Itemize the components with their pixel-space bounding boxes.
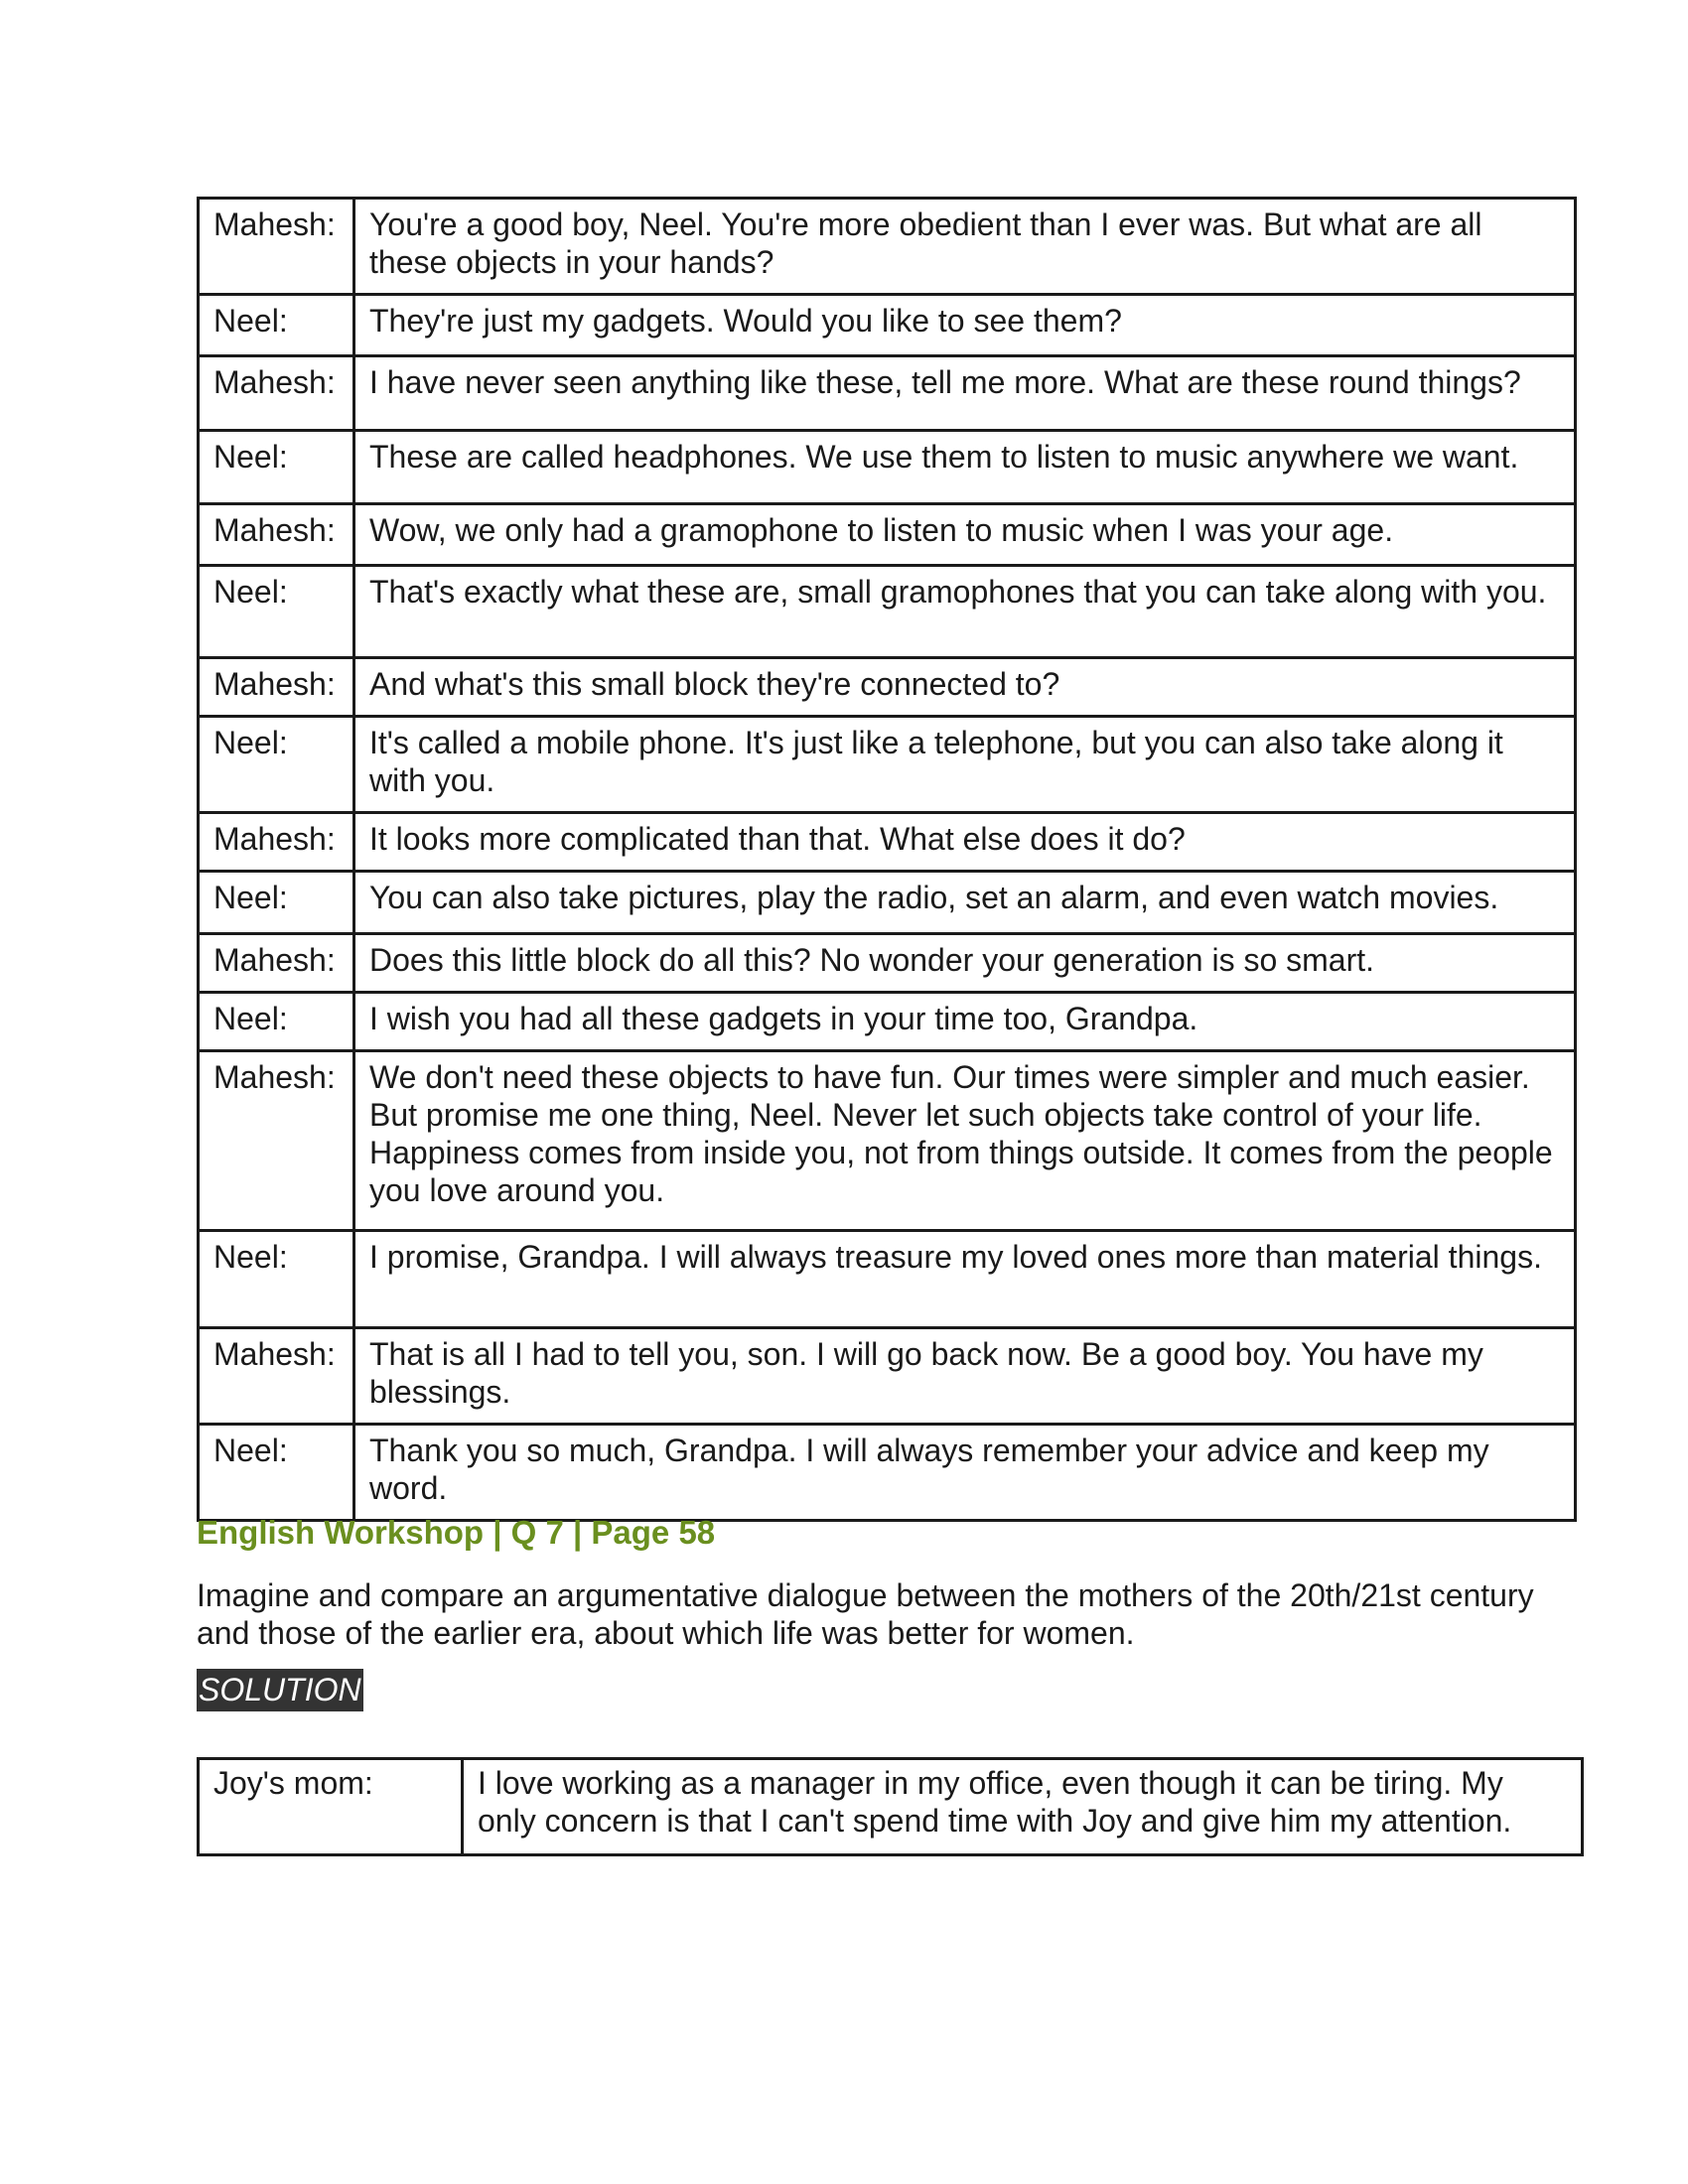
table-row xyxy=(199,872,1576,934)
table-row xyxy=(199,717,1576,813)
dialogue-table xyxy=(197,197,1577,1522)
speaker-cell: Mahesh: xyxy=(199,199,354,295)
line-cell: Thank you so much, Grandpa. I will always remember your advice and keep my word. xyxy=(354,1425,1576,1521)
line-cell: That's exactly what these are, small gramophones that you can take along with you. xyxy=(354,566,1576,658)
line-cell: We don't need these objects to have fun. Our times were simpler and much easier. But promise me one thing, Neel. Never let such objects take control of your life. Happiness comes from inside you, not from things outside. It comes from the people you love around you. xyxy=(354,1051,1576,1231)
line-cell: Does this little block do all this? No wonder your generation is so smart. xyxy=(354,934,1576,993)
line-cell: That is all I had to tell you, son. I will go back now. Be a good boy. You have my blessings. xyxy=(354,1328,1576,1425)
speaker-cell: Mahesh: xyxy=(199,658,354,717)
table-row xyxy=(199,1425,1576,1521)
table-row xyxy=(199,934,1576,993)
line-cell: They're just my gadgets. Would you like to see them? xyxy=(354,295,1576,356)
question-text: Imagine and compare an argumentative dialogue between the mothers of the 20th/21st century and those of the earlier era, about which life was better for women. xyxy=(197,1577,1534,1651)
table-row xyxy=(199,1231,1576,1328)
table-row xyxy=(199,993,1576,1051)
speaker-cell: Neel: xyxy=(199,993,354,1051)
line-cell: You're a good boy, Neel. You're more obedient than I ever was. But what are all these objects in your hands? xyxy=(354,199,1576,295)
speaker-cell: Joy's mom: xyxy=(199,1759,463,1855)
speaker-cell: Neel: xyxy=(199,717,354,813)
speaker-cell: Neel: xyxy=(199,566,354,658)
speaker-cell: Neel: xyxy=(199,431,354,504)
speaker-cell: Mahesh: xyxy=(199,504,354,566)
speaker-cell: Mahesh: xyxy=(199,356,354,431)
speaker-cell: Mahesh: xyxy=(199,813,354,872)
speaker-cell: Mahesh: xyxy=(199,1328,354,1425)
line-cell: And what's this small block they're connected to? xyxy=(354,658,1576,717)
section-heading: English Workshop | Q 7 | Page 58 xyxy=(197,1514,716,1551)
table-row xyxy=(199,1759,1583,1855)
speaker-cell: Mahesh: xyxy=(199,1051,354,1231)
table-row xyxy=(199,356,1576,431)
speaker-cell: Neel: xyxy=(199,872,354,934)
table-row xyxy=(199,1051,1576,1231)
speaker-cell: Neel: xyxy=(199,1231,354,1328)
line-cell: I promise, Grandpa. I will always treasure my loved ones more than material things. xyxy=(354,1231,1576,1328)
solution-label: SOLUTION xyxy=(197,1669,363,1711)
table-row xyxy=(199,199,1576,295)
speaker-cell: Neel: xyxy=(199,295,354,356)
table-row xyxy=(199,658,1576,717)
line-cell: It's called a mobile phone. It's just like a telephone, but you can also take along it with you. xyxy=(354,717,1576,813)
table-row xyxy=(199,295,1576,356)
line-cell: These are called headphones. We use them to listen to music anywhere we want. xyxy=(354,431,1576,504)
table-row xyxy=(199,566,1576,658)
speaker-cell: Mahesh: xyxy=(199,934,354,993)
table-row xyxy=(199,504,1576,566)
dialogue-table-2 xyxy=(197,1757,1584,1856)
line-cell: I wish you had all these gadgets in your time too, Grandpa. xyxy=(354,993,1576,1051)
table-row xyxy=(199,431,1576,504)
speaker-cell: Neel: xyxy=(199,1425,354,1521)
line-cell: It looks more complicated than that. What else does it do? xyxy=(354,813,1576,872)
table-row xyxy=(199,1328,1576,1425)
table-row xyxy=(199,813,1576,872)
line-cell: I have never seen anything like these, tell me more. What are these round things? xyxy=(354,356,1576,431)
line-cell: Wow, we only had a gramophone to listen to music when I was your age. xyxy=(354,504,1576,566)
line-cell: I love working as a manager in my office, even though it can be tiring. My only concern is that I can't spend time with Joy and give him my attention. xyxy=(463,1759,1583,1855)
line-cell: You can also take pictures, play the radio, set an alarm, and even watch movies. xyxy=(354,872,1576,934)
